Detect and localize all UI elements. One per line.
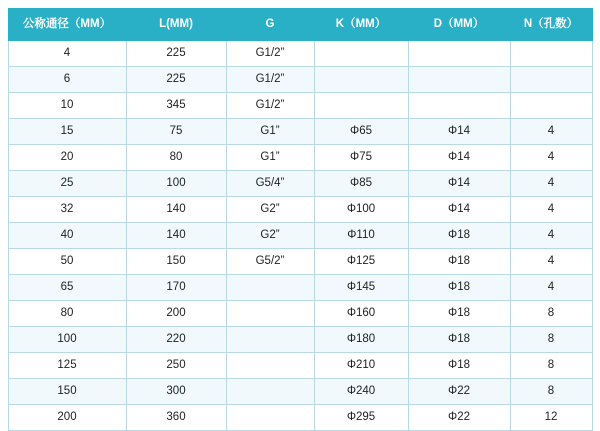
- cell-l: 220: [126, 327, 226, 353]
- cell-l: 225: [126, 41, 226, 67]
- cell-l: 150: [126, 249, 226, 275]
- cell-g: G1/2”: [226, 67, 314, 93]
- table-body: [8, 41, 592, 431]
- cell-k: Φ180: [314, 327, 408, 353]
- cell-d: Φ18: [408, 275, 510, 301]
- cell-d: Φ18: [408, 249, 510, 275]
- cell-g: G2”: [226, 223, 314, 249]
- table-row: [8, 119, 592, 145]
- table-row: [8, 197, 592, 223]
- table-row: [8, 41, 592, 67]
- cell-k: Φ125: [314, 249, 408, 275]
- cell-k: Φ160: [314, 301, 408, 327]
- cell-k: Φ110: [314, 223, 408, 249]
- cell-k: Φ65: [314, 119, 408, 145]
- cell-g: G2”: [226, 197, 314, 223]
- cell-nominal-diameter: 40: [8, 223, 126, 249]
- cell-g: G1”: [226, 119, 314, 145]
- cell-n: 4: [510, 223, 592, 249]
- table-row: [8, 223, 592, 249]
- cell-d: Φ18: [408, 353, 510, 379]
- cell-l: 250: [126, 353, 226, 379]
- table-row: [8, 67, 592, 93]
- cell-l: 300: [126, 379, 226, 405]
- cell-n: 4: [510, 275, 592, 301]
- cell-n: 4: [510, 171, 592, 197]
- table-row: [8, 301, 592, 327]
- cell-g: [226, 379, 314, 405]
- cell-n: [510, 67, 592, 93]
- cell-d: Φ14: [408, 171, 510, 197]
- cell-n: 4: [510, 249, 592, 275]
- table-header: [8, 9, 592, 41]
- cell-nominal-diameter: 150: [8, 379, 126, 405]
- cell-g: [226, 353, 314, 379]
- cell-nominal-diameter: 15: [8, 119, 126, 145]
- cell-n: 8: [510, 327, 592, 353]
- cell-l: 75: [126, 119, 226, 145]
- cell-d: [408, 67, 510, 93]
- cell-nominal-diameter: 25: [8, 171, 126, 197]
- cell-k: Φ145: [314, 275, 408, 301]
- cell-d: [408, 93, 510, 119]
- cell-k: [314, 41, 408, 67]
- cell-l: 100: [126, 171, 226, 197]
- table-row: [8, 275, 592, 301]
- cell-nominal-diameter: 6: [8, 67, 126, 93]
- cell-l: 80: [126, 145, 226, 171]
- table-row: [8, 249, 592, 275]
- table-row: [8, 379, 592, 405]
- cell-n: 8: [510, 379, 592, 405]
- cell-d: Φ14: [408, 197, 510, 223]
- cell-n: 4: [510, 119, 592, 145]
- cell-nominal-diameter: 125: [8, 353, 126, 379]
- cell-d: Φ14: [408, 119, 510, 145]
- cell-g: [226, 275, 314, 301]
- cell-l: 225: [126, 67, 226, 93]
- cell-d: Φ22: [408, 405, 510, 431]
- cell-d: Φ18: [408, 223, 510, 249]
- cell-nominal-diameter: 100: [8, 327, 126, 353]
- cell-n: [510, 41, 592, 67]
- table-row: [8, 405, 592, 431]
- cell-k: Φ240: [314, 379, 408, 405]
- cell-d: Φ18: [408, 327, 510, 353]
- cell-l: 140: [126, 223, 226, 249]
- cell-k: Φ100: [314, 197, 408, 223]
- cell-l: 170: [126, 275, 226, 301]
- cell-nominal-diameter: 20: [8, 145, 126, 171]
- cell-n: 4: [510, 145, 592, 171]
- cell-d: Φ14: [408, 145, 510, 171]
- cell-g: [226, 405, 314, 431]
- specification-table: [8, 8, 593, 431]
- column-header-k: K（MM）: [314, 9, 408, 41]
- cell-k: [314, 67, 408, 93]
- cell-k: Φ85: [314, 171, 408, 197]
- cell-k: [314, 93, 408, 119]
- cell-d: Φ18: [408, 301, 510, 327]
- column-header-n: N（孔数）: [510, 9, 592, 41]
- cell-l: 140: [126, 197, 226, 223]
- cell-g: G5/2”: [226, 249, 314, 275]
- cell-n: 12: [510, 405, 592, 431]
- table-row: [8, 353, 592, 379]
- table-row: [8, 171, 592, 197]
- cell-nominal-diameter: 32: [8, 197, 126, 223]
- cell-g: G1”: [226, 145, 314, 171]
- cell-g: [226, 301, 314, 327]
- cell-nominal-diameter: 50: [8, 249, 126, 275]
- cell-l: 360: [126, 405, 226, 431]
- cell-nominal-diameter: 10: [8, 93, 126, 119]
- cell-n: 8: [510, 301, 592, 327]
- cell-d: [408, 41, 510, 67]
- table-row: [8, 93, 592, 119]
- cell-k: Φ295: [314, 405, 408, 431]
- cell-n: [510, 93, 592, 119]
- table-row: [8, 327, 592, 353]
- cell-g: [226, 327, 314, 353]
- column-header-nominal-diameter: 公称通径（MM）: [8, 9, 126, 41]
- cell-nominal-diameter: 200: [8, 405, 126, 431]
- cell-g: G5/4”: [226, 171, 314, 197]
- cell-l: 345: [126, 93, 226, 119]
- column-header-g: G: [226, 9, 314, 41]
- cell-k: Φ75: [314, 145, 408, 171]
- cell-k: Φ210: [314, 353, 408, 379]
- cell-l: 200: [126, 301, 226, 327]
- cell-nominal-diameter: 80: [8, 301, 126, 327]
- table-row: [8, 145, 592, 171]
- table-header-row: [8, 9, 592, 41]
- cell-n: 4: [510, 197, 592, 223]
- cell-g: G1/2”: [226, 93, 314, 119]
- column-header-d: D（MM）: [408, 9, 510, 41]
- column-header-l: L(MM): [126, 9, 226, 41]
- cell-nominal-diameter: 4: [8, 41, 126, 67]
- cell-nominal-diameter: 65: [8, 275, 126, 301]
- cell-d: Φ22: [408, 379, 510, 405]
- cell-g: G1/2”: [226, 41, 314, 67]
- cell-n: 8: [510, 353, 592, 379]
